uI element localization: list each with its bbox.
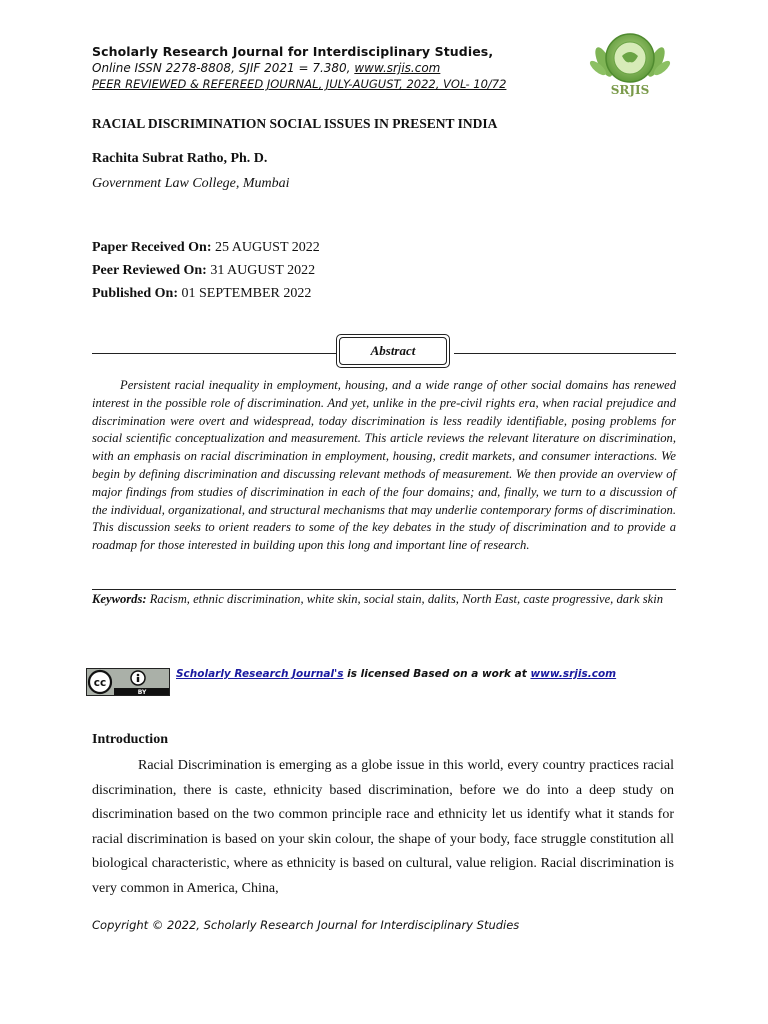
copyright-footer: Copyright © 2022, Scholarly Research Journal for Interdisciplinary Studies [92,918,520,932]
srjis-logo [582,28,678,100]
introduction-heading: Introduction [92,732,168,747]
author-name: Rachita Subrat Ratho, Ph. D. [92,151,268,166]
reviewed-value: 31 AUGUST 2022 [206,263,316,278]
creative-commons-by-icon [86,668,170,696]
svg-text:cc: cc [93,677,107,689]
license-site-link[interactable]: www.srjis.com [530,668,617,680]
peer-review-line: PEER REVIEWED & REFEREED JOURNAL, JULY-AUGUST, 2022, VOL- 10/72 [92,77,507,91]
received-date [92,236,320,259]
published-value: 01 SEPTEMBER 2022 [177,286,312,301]
issn-line [92,60,572,77]
journal-license-link[interactable]: Scholarly Research Journal's [176,668,344,680]
keywords-text: Racism, ethnic discrimination, white skin, social stain, dalits, North East, caste progressive, dark skin [146,592,664,606]
publication-dates [92,236,320,305]
keywords-label: Keywords: [92,592,147,606]
issn-text: Online ISSN 2278-8808, SJIF 2021 = 7.380, [92,61,355,75]
license-text: is licensed Based on a work at [343,668,531,680]
license-statement [176,668,616,680]
abstract-divider-left [92,353,336,354]
introduction-text: Racial Discrimination is emerging as a globe issue in this world, every country practices racial discrimination, there is caste, ethnicity based discrimination, before we do into a deep study on discrimination based on the two common principle race and ethnicity let us identify what it stands for racial discrimination is based on your skin colour, the shape of your body, face struggle constitution all biological characteristic, where as ethnicity is based on cultural, value religion. Racial discrimination is very common in America, China, [92,758,674,896]
received-label: Paper Received On: [92,240,212,255]
author-affiliation: Government Law College, Mumbai [92,176,290,191]
reviewed-date [92,259,320,282]
svg-text:BY: BY [137,689,147,696]
abstract-divider-right [454,353,676,354]
published-date [92,282,320,305]
abstract-text: Persistent racial inequality in employment, housing, and a wide range of other social domains has renewed interest in the possible role of discrimination. And yet, unlike in the pre-civil rights era, when racial prejudice and discrimination were overt and widespread, today discrimination is less readily identifiable, posing problems for social scientific conceptualization and measurement. This article reviews the relevant literature on discrimination, with an emphasis on racial discrimination in employment, housing, credit markets, and consumer interactions. We begin by defining discrimination and discussing relevant methods of measurement. We then provide an overview of major findings from studies of discrimination in each of the four domains; and, finally, we turn to a discussion of the individual, organizational, and structural mechanisms that may underlie contemporary forms of discrimination. This discussion seeks to orient readers to some of the key debates in the study of discrimination and to provide a roadmap for those interested in building upon this long and important line of research. [92,378,676,553]
abstract-heading-box [336,334,450,368]
logo-text: SRJIS [610,83,650,97]
reviewed-label: Peer Reviewed On: [92,263,207,278]
abstract-heading: Abstract [339,337,447,365]
journal-website-link[interactable]: www.srjis.com [354,61,441,75]
journal-header [92,44,572,92]
received-value: 25 AUGUST 2022 [211,240,320,255]
journal-name: Scholarly Research Journal for Interdisciplinary Studies, [92,44,494,59]
paper-title: RACIAL DISCRIMINATION SOCIAL ISSUES IN PRESENT INDIA [92,116,498,131]
published-label: Published On: [92,286,178,301]
keywords [92,590,676,608]
